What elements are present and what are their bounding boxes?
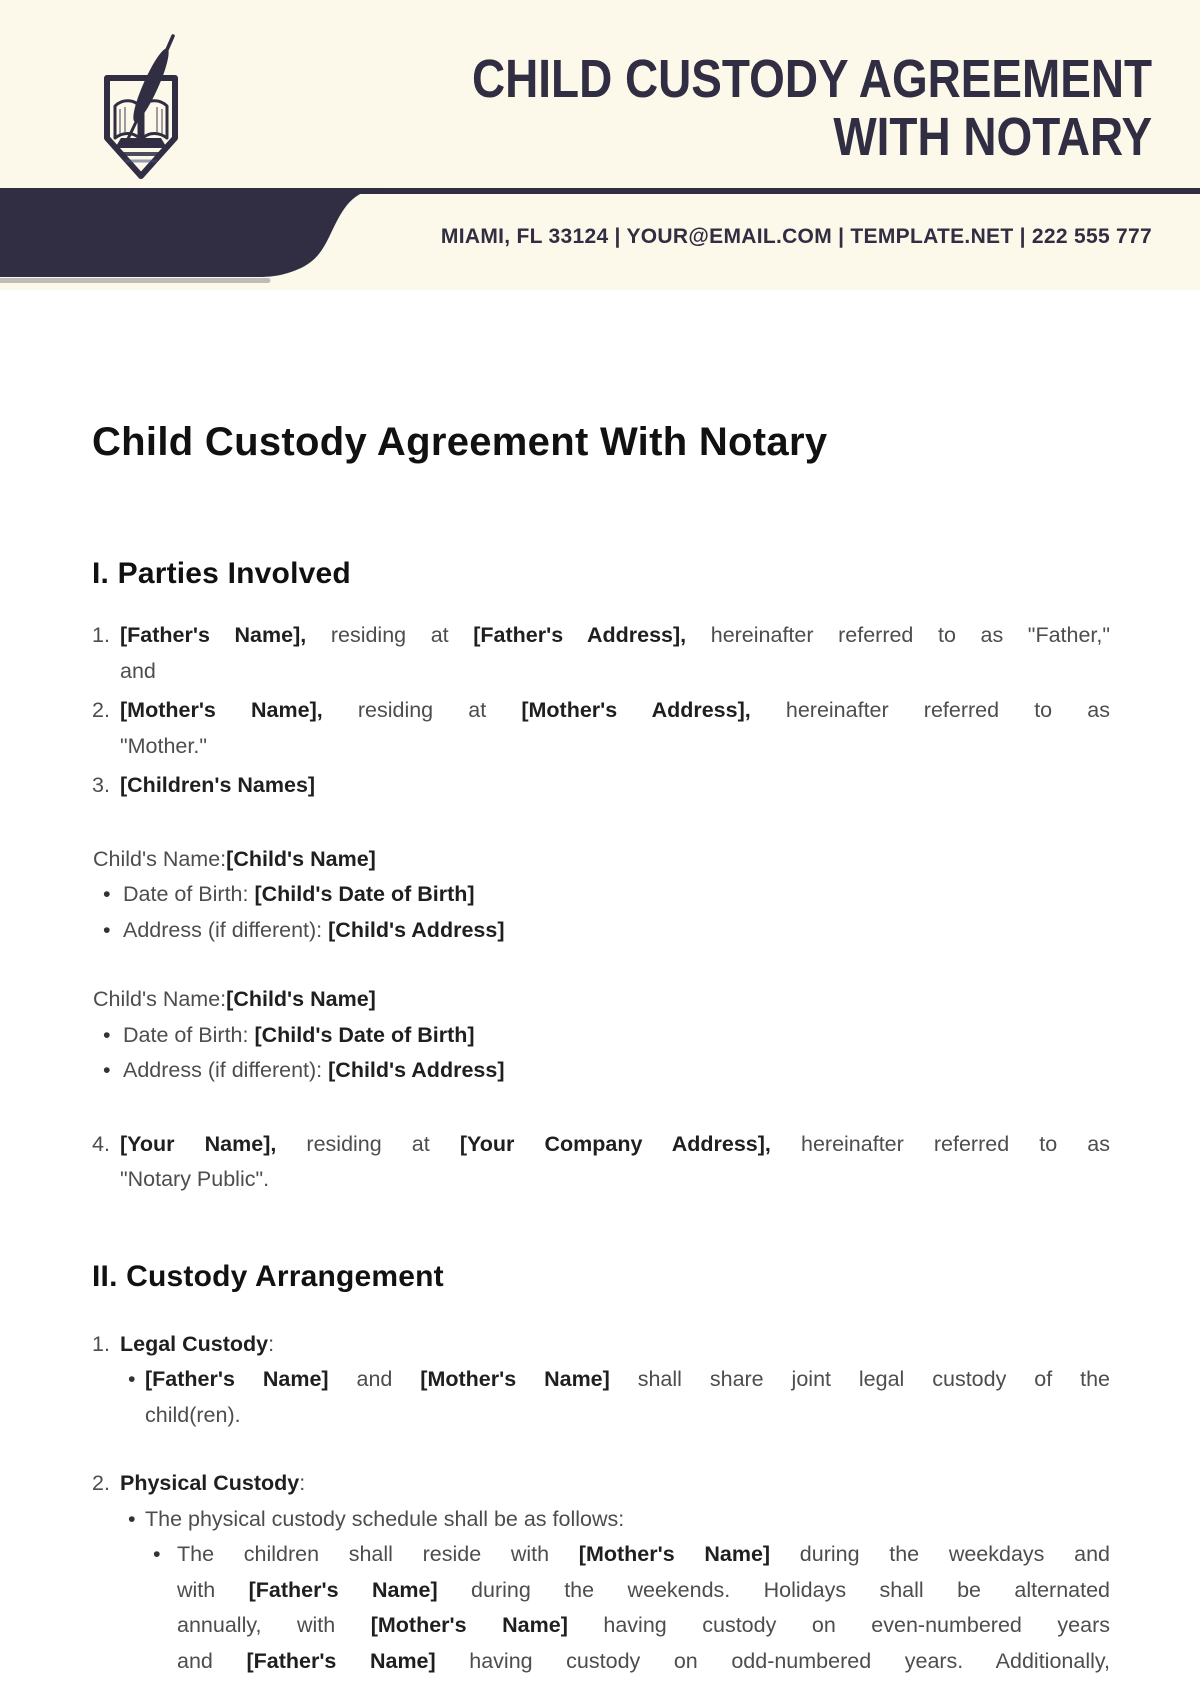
child-name-line: Child's Name:[Child's Name]	[93, 987, 376, 1011]
bullet-marker: •	[103, 1022, 111, 1047]
numbered-item-physical-custody	[92, 1466, 1110, 1502]
document-page	[0, 290, 1200, 1679]
bullet-marker: •	[128, 1367, 136, 1391]
bullet-text: The children shall reside with [Mother's Name] during the weekdays and with [Father's Name] during the weekends. Holidays shall be alternated annually, with [Mother's Name] having custody on even-numbered years and [Father's Name] having custody on odd-numbered years. Additionally,	[177, 1542, 1110, 1673]
bullet-marker: •	[103, 882, 111, 906]
child-address-bullet	[103, 1053, 1110, 1089]
letterhead-title-line1: CHILD CUSTODY AGREEMENT	[471, 49, 1152, 109]
bullet-marker: •	[103, 917, 111, 942]
numbered-item-legal-custody	[92, 1327, 1110, 1363]
item-text: [Father's Name], residing at [Father's Address], hereinafter referred to as "Father," and	[120, 623, 1110, 683]
item-text: [Mother's Name], residing at [Mother's Address], hereinafter referred to as "Mother."	[120, 698, 1110, 758]
section-heading-custody: II. Custody Arrangement	[92, 1259, 444, 1293]
child-address-bullet	[103, 913, 1110, 949]
physical-custody-sub-bullet	[153, 1537, 1110, 1679]
child-name-line: Child's Name:[Child's Name]	[93, 846, 376, 871]
bullet-text: The physical custody schedule shall be as follows:	[145, 1506, 625, 1531]
item-number: 1.	[92, 1331, 110, 1356]
letterhead-title-line2: WITH NOTARY	[833, 107, 1152, 167]
physical-custody-bullet	[128, 1502, 1110, 1538]
bullet-marker: •	[153, 1542, 161, 1566]
child-dob-bullet	[103, 1018, 1110, 1054]
bullet-text: Date of Birth: [Child's Date of Birth]	[123, 882, 475, 906]
numbered-item-notary	[92, 1127, 1110, 1198]
item-number: 4.	[92, 1131, 110, 1156]
bullet-text: Address (if different): [Child's Address]	[123, 917, 505, 942]
numbered-item-father	[92, 618, 1110, 689]
item-number: 2.	[92, 698, 110, 722]
child-dob-bullet	[103, 877, 1110, 913]
legal-custody-bullet	[128, 1362, 1110, 1433]
bullet-text: [Father's Name] and [Mother's Name] shall share joint legal custody of the child(ren).	[145, 1367, 1110, 1427]
contact-info-bar: MIAMI, FL 33124 | YOUR@EMAIL.COM | TEMPLATE.NET | 222 555 777	[440, 225, 1152, 248]
item-text: [Your Name], residing at [Your Company Address], hereinafter referred to as "Notary Public".	[120, 1131, 1110, 1191]
item-number: 1.	[92, 623, 110, 647]
header-band-shape	[0, 188, 380, 286]
item-text: [Children's Names]	[120, 773, 316, 797]
letterhead-header	[0, 0, 1200, 290]
page-title: Child Custody Agreement With Notary	[92, 420, 828, 464]
bullet-text: Address (if different): [Child's Address]	[123, 1058, 505, 1082]
item-label: Physical Custody:	[120, 1471, 306, 1495]
item-number: 3.	[92, 773, 110, 797]
numbered-item-children	[92, 768, 1110, 804]
notary-book-quill-logo-icon	[93, 30, 185, 184]
item-label: Legal Custody:	[120, 1331, 275, 1356]
numbered-item-mother	[92, 693, 1110, 764]
bullet-text: Date of Birth: [Child's Date of Birth]	[123, 1022, 475, 1047]
child-block-1	[92, 842, 1110, 949]
section-heading-parties: I. Parties Involved	[92, 557, 351, 590]
letterhead-title	[472, 50, 1152, 166]
item-number: 2.	[92, 1471, 110, 1495]
bullet-marker: •	[103, 1058, 111, 1082]
bullet-marker: •	[128, 1506, 136, 1531]
child-block-2	[92, 982, 1110, 1089]
